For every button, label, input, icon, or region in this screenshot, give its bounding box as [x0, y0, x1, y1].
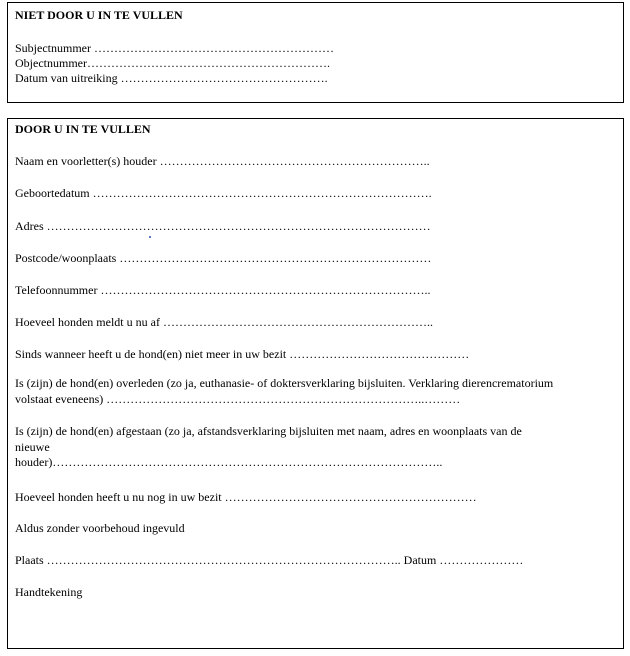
dogs-deregistered-field[interactable]: Hoeveel honden meldt u nu af ………………………………………………………….. — [15, 315, 433, 329]
dogs-given-away-line: nieuwe — [15, 439, 50, 454]
applicant-heading: DOOR U IN TE VULLEN — [15, 122, 151, 136]
dogs-given-away-line: houder)…………………………………………………………………………………….. — [15, 455, 443, 469]
official-use-heading: NIET DOOR U IN TE VULLEN — [15, 8, 183, 22]
issue-date-field[interactable]: Datum van uitreiking ……………………………………………. — [15, 71, 328, 85]
dogs-given-away-line: Is (zijn) de hond(en) afgestaan (zo ja, afstandsverklaring bijsluiten met naam, adres en woonplaats van de — [15, 424, 522, 438]
declaration-text: Aldus zonder voorbehoud ingevuld — [15, 521, 185, 535]
signature-field[interactable]: Handtekening — [15, 585, 83, 599]
object-number-field[interactable]: Objectnummer……………………………………………………. — [15, 56, 330, 70]
applicant-section — [7, 118, 624, 649]
postcode-city-field[interactable]: Postcode/woonplaats …………………………………………………………………… — [15, 251, 432, 265]
birth-date-field[interactable]: Geboortedatum …………………………………………………………………………. — [15, 186, 432, 200]
address-field[interactable]: Adres …………………………………………………………………………………… — [15, 219, 431, 233]
subject-number-field[interactable]: Subjectnummer …………………………………………………… — [15, 41, 334, 55]
dogs-remaining-field[interactable]: Hoeveel honden heeft u nu nog in uw bezit ……………………………………………………… — [15, 490, 477, 504]
place-date-field[interactable]: Plaats …………………………………………………………………………….. Datum ………………… — [15, 553, 524, 567]
official-use-section — [7, 2, 624, 103]
stray-ink-mark — [149, 236, 151, 238]
name-initials-field[interactable]: Naam en voorletter(s) houder ………………………………………………………….. — [15, 154, 430, 168]
no-longer-owned-since-field[interactable]: Sinds wanneer heeft u de hond(en) niet meer in uw bezit ……………………………………… — [15, 347, 470, 361]
phone-number-field[interactable]: Telefoonnummer ……………………………………………………………………….. — [15, 283, 431, 297]
dogs-given-away-question[interactable] — [15, 424, 618, 471]
dogs-deceased-question[interactable] — [15, 376, 618, 407]
dogs-deceased-line: Is (zijn) de hond(en) overleden (zo ja, euthanasie- of doktersverklaring bijsluiten. Verklaring dierencrematorium — [15, 376, 554, 390]
dogs-deceased-line: volstaat eveneens) ……………………………………………………………………..……… — [15, 391, 461, 406]
